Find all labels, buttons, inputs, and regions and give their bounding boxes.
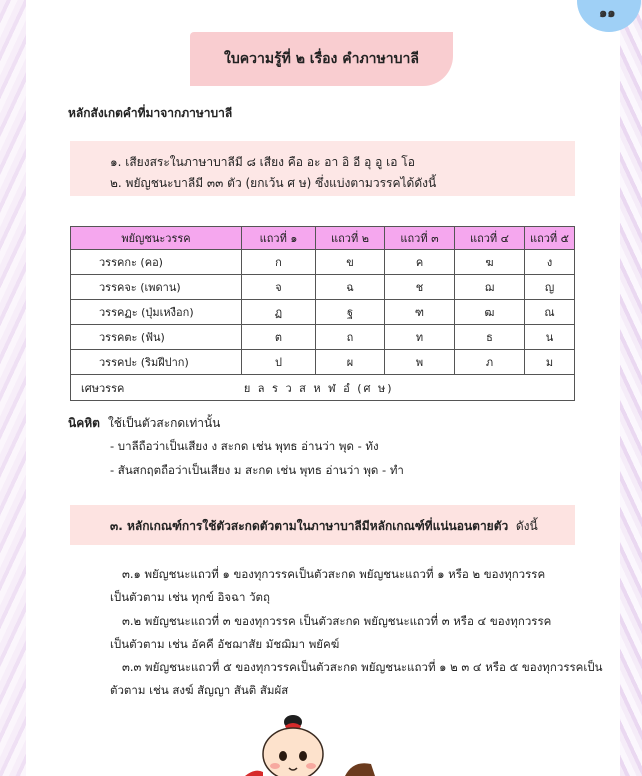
letter-cell: ฌ bbox=[455, 275, 525, 300]
group-name: วรรคกะ (คอ) bbox=[71, 250, 242, 275]
page-number: ๑๑ bbox=[599, 6, 616, 21]
note-line-pali: - บาลีถือว่าเป็นเสียง ง สะกด เช่น พุทธ อ่านว่า พุด - ทัง bbox=[110, 439, 379, 453]
rule-paragraph: ๓.๓ พยัญชนะแถวที่ ๕ ของทุกวรรคเป็นตัวสะกด พยัญชนะแถวที่ ๑ ๒ ๓ ๔ หรือ ๕ ของทุกวรรคเป็น bbox=[122, 660, 603, 674]
letter-cell: ต bbox=[242, 325, 316, 350]
letter-cell: ช bbox=[385, 275, 455, 300]
rule-heading-bold: ๓. หลักเกณฑ์การใช้ตัวสะกดตัวตามในภาษาบาลีมีหลักเกณฑ์ที่แน่นอนตายตัว bbox=[110, 519, 509, 533]
letter-cell: ป bbox=[242, 350, 316, 375]
page-title: ใบความรู้ที่ ๒ เรื่อง คำภาษาบาลี bbox=[224, 51, 419, 67]
section-title: หลักสังเกตคำที่มาจากภาษาบาลี bbox=[68, 106, 233, 120]
letter-cell: น bbox=[525, 325, 575, 350]
header-row-3: แถวที่ ๓ bbox=[385, 227, 455, 250]
note-label: นิคหิต bbox=[68, 416, 100, 430]
group-name: วรรคตะ (ฟัน) bbox=[71, 325, 242, 350]
rule-paragraph: ตัวตาม เช่น สงฆ์ สัญญา สันติ สัมผัส bbox=[110, 683, 289, 697]
rule-box bbox=[70, 505, 575, 545]
letter-cell: ง bbox=[525, 250, 575, 275]
table-row bbox=[71, 250, 575, 275]
special-group-letters: ย ล ร ว ส ห ฬ อํ (ศ ษ) bbox=[243, 381, 394, 395]
rule-heading bbox=[110, 517, 538, 536]
group-name: วรรคฏะ (ปุ่มเหงือก) bbox=[71, 300, 242, 325]
table-row bbox=[71, 300, 575, 325]
fact-consonants: ๒. พยัญชนะบาลีมี ๓๓ ตัว (ยกเว้น ศ ษ) ซึ่งแบ่งตามวรรคได้ดังนี้ bbox=[110, 176, 437, 190]
letter-cell: ถ bbox=[316, 325, 385, 350]
letter-cell: ฐ bbox=[316, 300, 385, 325]
letter-cell: ภ bbox=[455, 350, 525, 375]
table-header-row bbox=[71, 227, 575, 250]
letter-cell: ฆ bbox=[455, 250, 525, 275]
note-line-sanskrit: - สันสกฤตถือว่าเป็นเสียง ม สะกด เช่น พุทธ อ่านว่า พุด - ทำ bbox=[110, 463, 404, 477]
special-group-label: เศษวรรค bbox=[81, 381, 125, 395]
letter-cell: ค bbox=[385, 250, 455, 275]
letter-cell: ณ bbox=[525, 300, 575, 325]
letter-cell: ฒ bbox=[455, 300, 525, 325]
header-group: พยัญชนะวรรค bbox=[71, 227, 242, 250]
title-banner bbox=[190, 32, 453, 86]
header-row-2: แถวที่ ๒ bbox=[316, 227, 385, 250]
rule-heading-tail: ดังนี้ bbox=[515, 519, 538, 533]
decorative-border-right bbox=[620, 0, 642, 776]
table-row bbox=[71, 275, 575, 300]
rule-paragraph: ๓.๑ พยัญชนะแถวที่ ๑ ของทุกวรรคเป็นตัวสะกด พยัญชนะแถวที่ ๑ หรือ ๒ ของทุกวรรค bbox=[122, 567, 546, 581]
header-row-5: แถวที่ ๕ bbox=[525, 227, 575, 250]
table-row-special bbox=[71, 375, 575, 401]
letter-cell: ธ bbox=[455, 325, 525, 350]
letter-cell: ก bbox=[242, 250, 316, 275]
rule-paragraph: เป็นตัวตาม เช่น ทุกข์ อิจฉา วัตถุ bbox=[110, 590, 270, 604]
group-name: วรรคจะ (เพดาน) bbox=[71, 275, 242, 300]
niggahita-note bbox=[68, 414, 220, 433]
letter-cell: ฉ bbox=[316, 275, 385, 300]
consonant-group-table bbox=[70, 226, 575, 401]
header-row-1: แถวที่ ๑ bbox=[242, 227, 316, 250]
fact-vowels: ๑. เสียงสระในภาษาบาลีมี ๘ เสียง คือ อะ อา อิ อี อุ อู เอ โอ bbox=[110, 155, 415, 169]
letter-cell: ญ bbox=[525, 275, 575, 300]
group-name: วรรคปะ (ริมฝีปาก) bbox=[71, 350, 242, 375]
child-mascot-illustration bbox=[245, 712, 375, 776]
letter-cell: ผ bbox=[316, 350, 385, 375]
special-group-cell bbox=[71, 375, 575, 401]
letter-cell: ฏ bbox=[242, 300, 316, 325]
table-row bbox=[71, 325, 575, 350]
decorative-border-left bbox=[0, 0, 26, 776]
rule-paragraph: เป็นตัวตาม เช่น อัคคี อัชฌาสัย มัชฌิมา พยัคฆ์ bbox=[110, 637, 340, 651]
letter-cell: ข bbox=[316, 250, 385, 275]
rule-paragraph: ๓.๒ พยัญชนะแถวที่ ๓ ของทุกวรรค เป็นตัวสะกด พยัญชนะแถวที่ ๓ หรือ ๔ ของทุกวรรค bbox=[122, 614, 552, 628]
header-row-4: แถวที่ ๔ bbox=[455, 227, 525, 250]
note-text: ใช้เป็นตัวสะกดเท่านั้น bbox=[107, 416, 221, 430]
letter-cell: พ bbox=[385, 350, 455, 375]
letter-cell: จ bbox=[242, 275, 316, 300]
letter-cell: ฑ bbox=[385, 300, 455, 325]
facts-box bbox=[70, 141, 575, 196]
letter-cell: ท bbox=[385, 325, 455, 350]
letter-cell: ม bbox=[525, 350, 575, 375]
table-row bbox=[71, 350, 575, 375]
